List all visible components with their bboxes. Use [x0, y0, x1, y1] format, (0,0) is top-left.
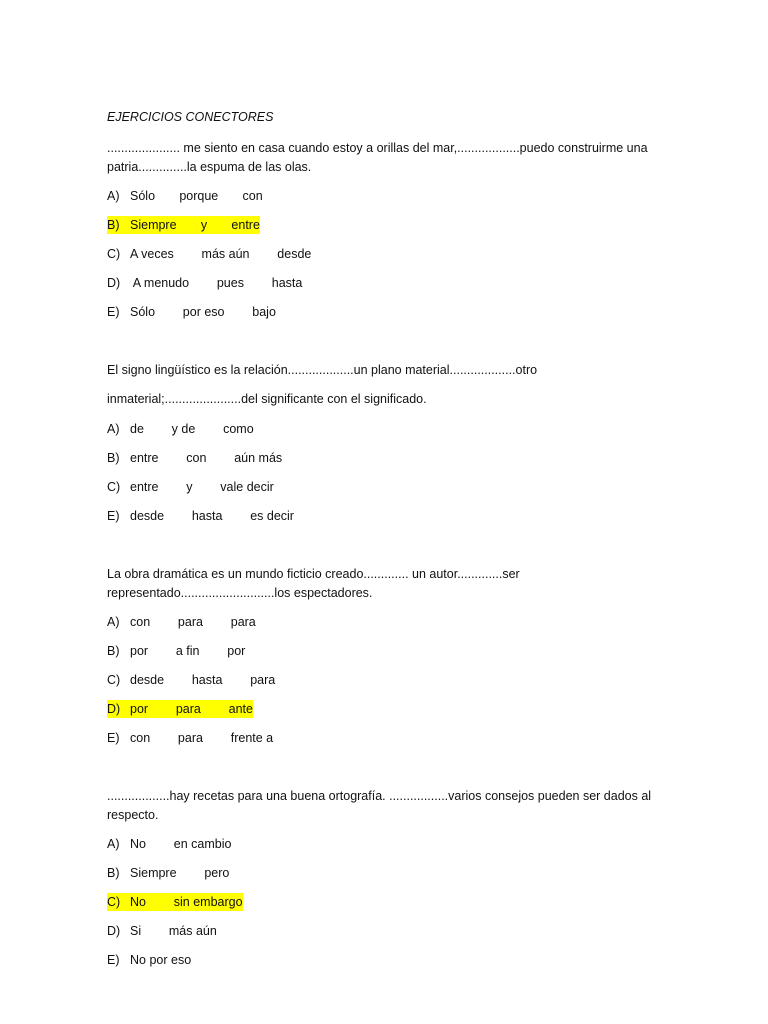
option-text: con para frente a	[130, 731, 274, 745]
question-4-option-e	[107, 951, 191, 969]
question-2-option-c	[107, 478, 274, 496]
option-letter: B)	[107, 644, 120, 658]
option-text: entre y vale decir	[130, 480, 274, 494]
option-letter: C)	[107, 673, 121, 687]
option-text: desde hasta para	[130, 673, 276, 687]
option-text: con para para	[130, 615, 256, 629]
question-3-option-c	[107, 671, 275, 689]
option-letter: E)	[107, 953, 120, 967]
option-text: por para ante	[130, 702, 253, 716]
option-text: Sólo porque con	[130, 189, 263, 203]
option-text: Sólo por eso bajo	[130, 305, 276, 319]
question-4-stem: ..................hay recetas para una buena ortografía. .................varios consejos pueden ser dados al respecto.	[107, 789, 652, 822]
question-3-stem: La obra dramática es un mundo ficticio creado............. un autor.............ser representado...........................los espectadores.	[107, 567, 520, 600]
option-letter: B)	[107, 866, 120, 880]
page-title: EJERCICIOS CONECTORES	[107, 110, 274, 124]
option-letter: B)	[107, 218, 120, 232]
option-letter: A)	[107, 422, 120, 436]
question-1-option-b-highlighted	[107, 216, 260, 234]
option-letter: E)	[107, 731, 120, 745]
option-text: No sin embargo	[130, 895, 243, 909]
option-text: Si más aún	[130, 924, 217, 938]
question-4-option-d	[107, 922, 217, 940]
option-letter: C)	[107, 480, 121, 494]
question-2-stem-line-1: El signo lingüístico es la relación...................un plano material...................otro	[107, 363, 538, 377]
option-letter: B)	[107, 451, 120, 465]
option-text: Siempre pero	[130, 866, 230, 880]
option-letter: A)	[107, 837, 120, 851]
option-letter: D)	[107, 276, 121, 290]
question-4-option-b	[107, 864, 229, 882]
question-1-option-e	[107, 303, 276, 321]
question-2-option-b	[107, 449, 282, 467]
option-text: A menudo pues hasta	[130, 276, 303, 290]
option-letter: E)	[107, 509, 120, 523]
question-4-option-c-highlighted	[107, 893, 243, 911]
question-1-option-a	[107, 187, 263, 205]
option-letter: C)	[107, 895, 121, 909]
question-3-option-d-highlighted	[107, 700, 253, 718]
option-letter: A)	[107, 615, 120, 629]
question-1-option-d	[107, 274, 302, 292]
option-letter: A)	[107, 189, 120, 203]
question-3-option-e	[107, 729, 273, 747]
option-text: entre con aún más	[130, 451, 283, 465]
question-3-option-a	[107, 613, 256, 631]
option-text: A veces más aún desde	[130, 247, 312, 261]
question-2-stem-line-2: inmaterial;......................del significante con el significado.	[107, 392, 427, 406]
option-letter: D)	[107, 924, 121, 938]
option-text: No por eso	[130, 953, 192, 967]
option-letter: D)	[107, 702, 121, 716]
question-2-option-e	[107, 507, 294, 525]
option-text: por a fin por	[130, 644, 246, 658]
question-4-option-a	[107, 835, 231, 853]
option-text: Siempre y entre	[130, 218, 260, 232]
option-letter: C)	[107, 247, 121, 261]
option-text: desde hasta es decir	[130, 509, 294, 523]
question-3-option-b	[107, 642, 245, 660]
option-letter: E)	[107, 305, 120, 319]
option-text: de y de como	[130, 422, 254, 436]
question-1-option-c	[107, 245, 311, 263]
question-2-option-a	[107, 420, 254, 438]
option-text: No en cambio	[130, 837, 232, 851]
question-1-stem: ..................... me siento en casa cuando estoy a orillas del mar,..................puedo construirme una patria..............la espuma de las olas.	[107, 141, 648, 174]
